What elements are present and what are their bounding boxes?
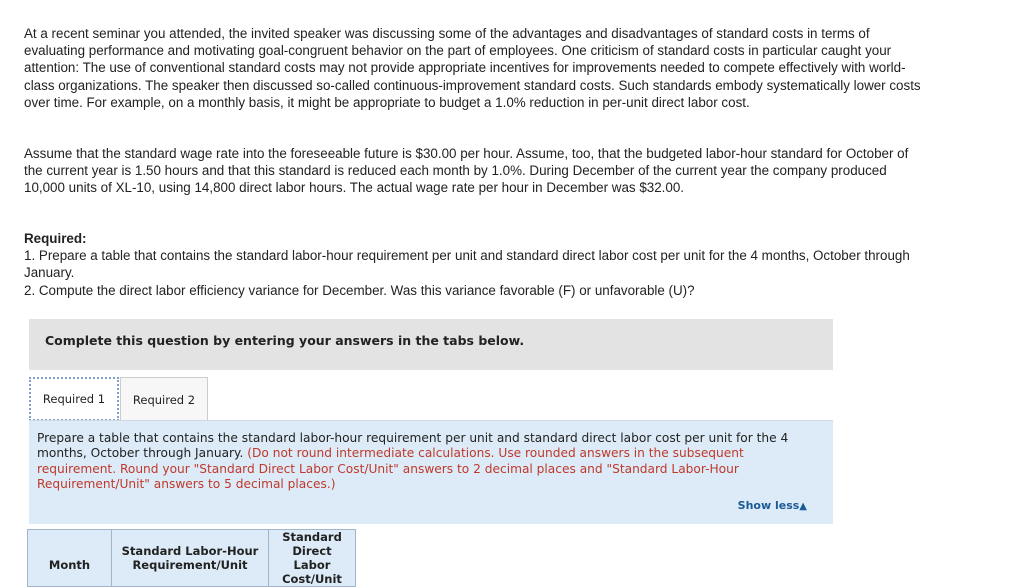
table-header-row (28, 530, 356, 587)
problem-paragraph-1: At a recent seminar you attended, the invited speaker was discussing some of the advantages and disadvantages of standard costs in terms of evaluating performance and motivating goal-congruent behavior on the part of employees. One criticism of standard costs in particular caught your attention: The use of conventional standard costs may not provide appropriate incentives for improvements needed to compete effectively with world-class organizations. The speaker then discussed so-called continuous-improvement standard costs. Such standards embody systematically lower costs over time. For example, on a monthly basis, it might be appropriate to budget a 1.0% reduction in per-unit direct labor cost. (24, 26, 921, 110)
answer-table (27, 529, 356, 587)
problem-paragraph-2: Assume that the standard wage rate into the foreseeable future is $30.00 per hour. Assume, too, that the budgeted labor-hour standard for October of the current year is 1.50 hours and that this standard is reduced each month by 1.0%. During December of the current year the company produced 10,000 units of XL-10, using 14,800 direct labor hours. The actual wage rate per hour in December was $32.00. (24, 146, 909, 196)
header-labor-cost (269, 530, 356, 587)
instructions-text: Prepare a table that contains the standard labor-hour requirement per unit and standard direct labor cost per unit for the 4 months, October through January. (37, 431, 789, 461)
triangle-up-icon: ▲ (799, 500, 807, 512)
instructions-note: (Do not round intermediate calculations. Use rounded answers in the subsequent requirement. Round your "Standard Direct Labor Cost/Unit" answers to 2 decimal places and "Standard Labor-Hour Requirement/Unit" answers to 5 decimal places.) (37, 446, 744, 492)
header-labor-hour (112, 530, 269, 587)
required-item-2: 2. Compute the direct labor efficiency variance for December. Was this variance favorable (F) or unfavorable (U)? (24, 282, 695, 298)
required-section (24, 230, 924, 299)
banner-text: Complete this question by entering your answers in the tabs below. (45, 333, 525, 348)
header-labor-hour-label: Standard Labor-Hour Requirement/Unit (121, 544, 259, 572)
header-month (28, 530, 112, 587)
required-item-1: 1. Prepare a table that contains the standard labor-hour requirement per unit and standard direct labor cost per unit for the 4 months, October through January. (24, 248, 910, 281)
instructions-panel (29, 421, 833, 524)
tab-required-2[interactable]: Required 2 (120, 377, 208, 421)
header-month-label: Month (48, 558, 91, 572)
answer-table-container (27, 529, 357, 586)
instruction-banner (29, 319, 833, 370)
show-less-label: Show less (737, 498, 800, 512)
header-labor-cost-label: Standard Direct Labor Cost/Unit (282, 530, 342, 586)
show-less-button[interactable] (738, 498, 807, 514)
required-title: Required: (24, 231, 87, 246)
tab-required-1[interactable]: Required 1 (29, 377, 119, 421)
